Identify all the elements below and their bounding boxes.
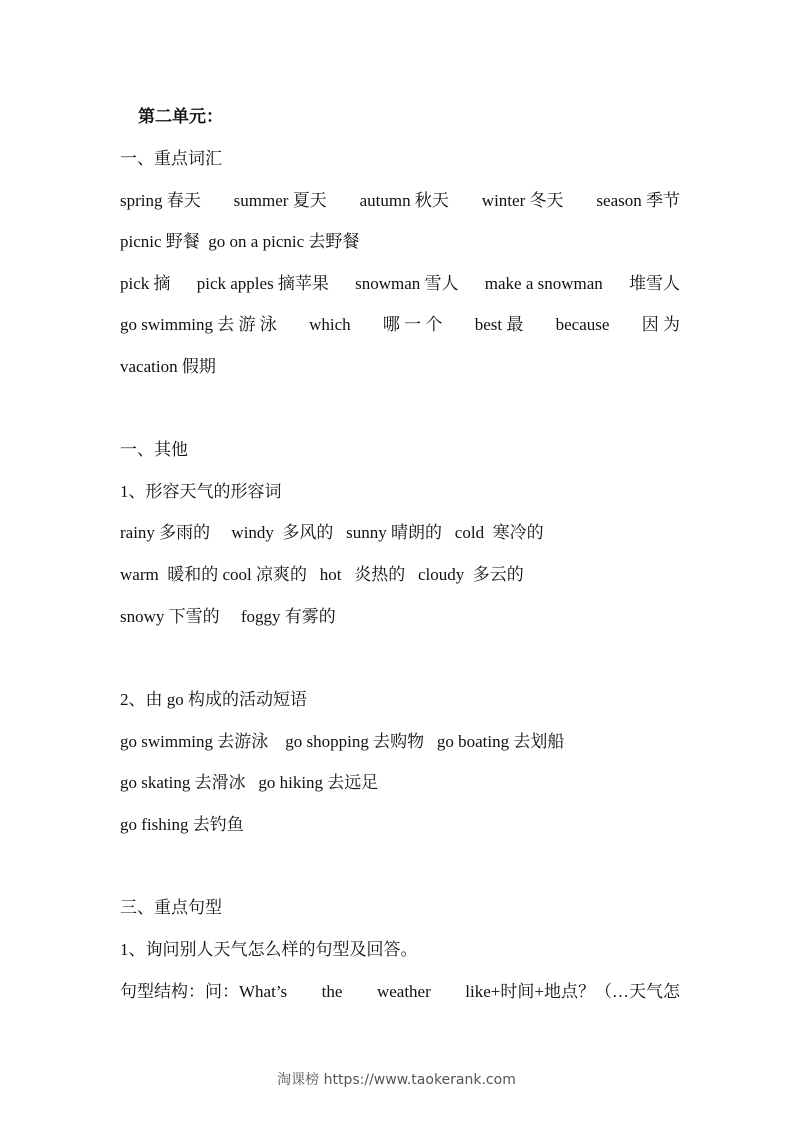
- vocab-item: which: [309, 315, 351, 334]
- vocab-item: pick apples 摘苹果: [196, 274, 329, 293]
- section1-heading: 一、重点词汇: [120, 149, 222, 168]
- vocab-item: because: [555, 315, 610, 334]
- footer-watermark: 淘课榜 https://www.taokerank.com: [277, 1072, 516, 1088]
- structure-part: 句型结构：问：What’s: [120, 982, 288, 1001]
- vocab-item: 因 为: [641, 315, 680, 334]
- weather-adjectives-row: snowy 下雪的 foggy 有雾的: [120, 607, 336, 626]
- vocab-item: best 最: [474, 315, 524, 334]
- vocab-item: picnic 野餐: [120, 232, 200, 251]
- vocab-row: [120, 356, 680, 378]
- vocab-item: pick 摘: [120, 274, 171, 293]
- vocab-row: [120, 314, 680, 336]
- vocab-item: 哪 一 个: [382, 315, 443, 334]
- unit-title: 第二单元：: [138, 107, 223, 126]
- structure-part: the: [321, 982, 343, 1001]
- section3-heading: 三、重点句型: [120, 898, 222, 917]
- sentence-pattern-item: 1、询问别人天气怎么样的句型及回答。: [120, 940, 418, 959]
- vocab-item: summer 夏天: [233, 191, 327, 210]
- vocab-row: [120, 231, 680, 253]
- vocab-item: vacation 假期: [120, 357, 216, 376]
- vocab-item: make a snowman: [484, 274, 603, 293]
- structure-part: weather: [376, 982, 431, 1001]
- go-phrases-row: go skating 去滑冰 go hiking 去远足: [120, 773, 379, 792]
- go-phrases-row: go fishing 去钓鱼: [120, 815, 244, 834]
- vocab-item: go on a picnic 去野餐: [208, 232, 360, 251]
- section2-heading: 一、其他: [120, 440, 188, 459]
- weather-adjectives-heading: 1、形容天气的形容词: [120, 482, 282, 501]
- sentence-structure: [120, 981, 680, 1003]
- vocab-item: spring 春天: [120, 191, 201, 210]
- vocab-item: season 季节: [596, 191, 680, 210]
- vocab-item: go swimming 去 游 泳: [120, 315, 277, 334]
- go-phrases-row: go swimming 去游泳 go shopping 去购物 go boating 去划船: [120, 732, 565, 751]
- weather-adjectives-row: warm 暖和的 cool 凉爽的 hot 炎热的 cloudy 多云的: [120, 565, 524, 584]
- vocab-row: [120, 190, 680, 212]
- vocab-item: autumn 秋天: [359, 191, 449, 210]
- vocab-item: 堆雪人: [629, 274, 680, 293]
- weather-adjectives-row: rainy 多雨的 windy 多风的 sunny 晴朗的 cold 寒冷的: [120, 523, 544, 542]
- structure-part: like+时间+地点？（…天气怎: [465, 982, 680, 1001]
- vocab-item: winter 冬天: [481, 191, 564, 210]
- vocab-row: [120, 273, 680, 295]
- go-phrases-heading: 2、由 go 构成的活动短语: [120, 690, 307, 709]
- vocab-item: snowman 雪人: [355, 274, 459, 293]
